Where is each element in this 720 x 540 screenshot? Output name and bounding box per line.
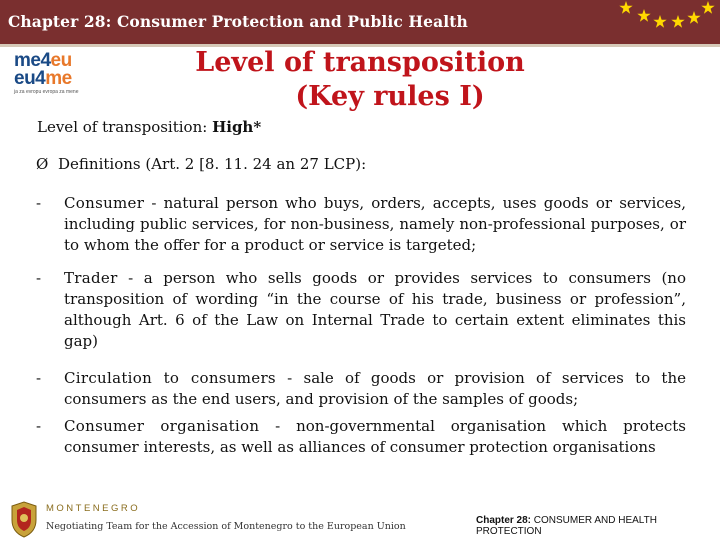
item-term: Consumer organisation <box>64 417 260 435</box>
item-term: Trader <box>64 269 118 287</box>
level-label: Level of transposition: <box>37 118 213 136</box>
footer-country: MONTENEGRO <box>46 503 141 514</box>
item-text: - a person who sells goods or provides services to consumers (no transposition of wording “in the course of his trade, business or profession”, although Art. 6 of the Law on Internal Trade to certain extent eliminates this gap) <box>64 269 686 350</box>
arrow-bullet-icon: Ø <box>36 155 49 173</box>
level-of-transposition <box>37 118 261 136</box>
list-item: - Trader - a person who sells goods or provides services to consumers (no transposition of wording “in the course of his trade, business or profession”, although Art. 6 of the Law on Internal Trade to certain extent eliminates this gap) <box>36 269 686 350</box>
item-text: - non-governmental organisation which protects consumer interests, as well as alliances of consumer protection organisations <box>64 417 686 456</box>
level-value: High* <box>212 118 262 136</box>
item-term: Consumer <box>64 194 145 212</box>
list-item: - Consumer organisation - non-governmental organisation which protects consumer interests, as well as alliances of consumer protection organisations <box>36 417 686 456</box>
title-line-1: Level of transposition <box>195 47 525 78</box>
header-title: Chapter 28: Consumer Protection and Public Health <box>8 12 468 31</box>
definitions-text: Definitions (Art. 2 [8. 11. 24 an 27 LCP): <box>58 155 367 173</box>
item-text: - sale of goods or provision of services to the consumers as the end users, and provision of the samples of goods; <box>64 369 686 408</box>
me4eu-logo: me4eu eu4me ja za evropu evropa za mene <box>14 50 79 95</box>
list-item: - Circulation to consumers - sale of goods or provision of services to the consumers as the end users, and provision of the samples of goods; <box>36 369 686 408</box>
item-term: Circulation to consumers <box>64 369 276 387</box>
footer-team: Negotiating Team for the Accession of Montenegro to the European Union <box>46 521 406 532</box>
title-line-2: (Key rules I) <box>295 81 485 112</box>
eu-stars-icon <box>608 0 720 44</box>
header-bar <box>0 0 720 47</box>
item-text: - natural person who buys, orders, accepts, uses goods or services, including public services, for non-business, namely non-professional purposes, or to whom the offer for a product or service is targeted; <box>64 194 686 254</box>
definitions-heading <box>36 155 366 173</box>
list-item: - Consumer - natural person who buys, orders, accepts, uses goods or services, including public services, for non-business, namely non-professional purposes, or to whom the offer for a product or service is targeted; <box>36 194 686 254</box>
footer-chapter: Chapter 28: CONSUMER AND HEALTH PROTECTION <box>476 515 657 537</box>
montenegro-emblem-icon <box>8 500 40 538</box>
slide-title <box>150 46 570 114</box>
definitions-list <box>36 193 686 458</box>
